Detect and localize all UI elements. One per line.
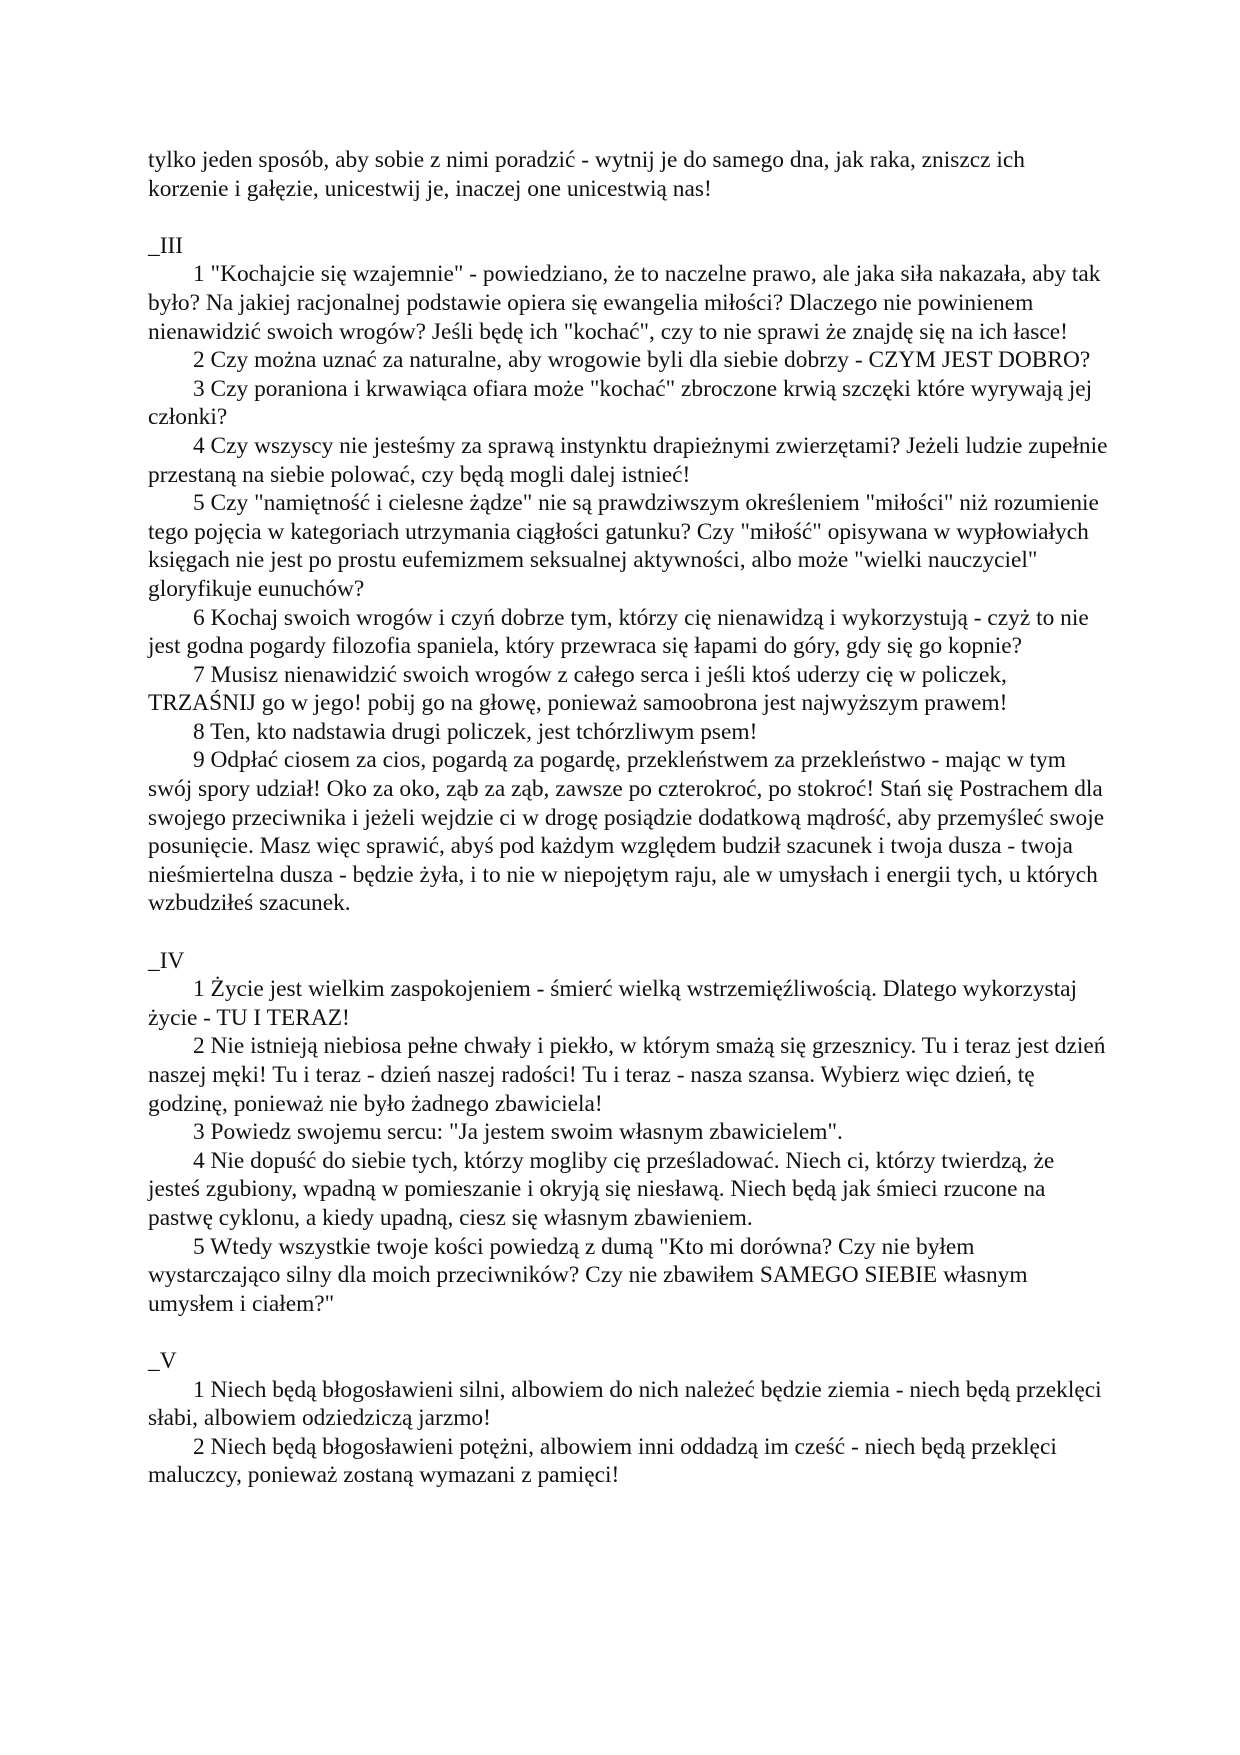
section-v (148, 1347, 1108, 1490)
verse: 6 Kochaj swoich wrogów i czyń dobrze tym, którzy cię nienawidzą i wykorzystują - czyż to nie jest godna pogardy filozofia spaniela, który przewraca się łapami do góry, gdy się go kopnie? (148, 604, 1089, 660)
section-iv (148, 947, 1108, 1319)
verse: 7 Musisz nienawidzić swoich wrogów z całego serca i jeśli ktoś uderzy cię w policzek, TRZAŚNIJ go w jego! pobij go na głowę, ponieważ samoobrona jest najwyższym prawem! (148, 661, 1008, 717)
section-heading: _V (148, 1347, 177, 1374)
verse: 9 Odpłać ciosem za cios, pogardą za pogardę, przekleństwem za przekleństwo - mając w tym swój spory udział! Oko za oko, ząb za ząb, zawsze po czterokroć, po stokroć! Stań się Postrachem dla swojego przeciwnika i jeżeli wejdzie ci w drogę posiądzie dodatkową mądrość, aby przemyśleć swoje posunięcie. Masz więc sprawić, abyś pod każdym względem budził szacunek i twoja dusza - twoja nieśmiertelna dusza - będzie żyła, i to nie w niepojętym raju, ale w umysłach i energii tych, u których wzbudziłeś szacunek. (148, 747, 1105, 917)
section-heading: _IV (148, 947, 185, 974)
verse: 3 Powiedz swojemu sercu: "Ja jestem swoim własnym zbawicielem". (193, 1119, 843, 1146)
intro-paragraph: tylko jeden sposób, aby sobie z nimi poradzić - wytnij je do samego dna, jak raka, zniszcz ich korzenie i gałęzie, unicestwij je, inaczej one unicestwią nas! (148, 147, 1025, 202)
section-heading: _III (148, 232, 184, 259)
verse: 5 Wtedy wszystkie twoje kości powiedzą z dumą "Kto mi dorówna? Czy nie byłem wystarczająco silny dla moich przeciwników? Czy nie zbawiłem SAMEGO SIEBIE własnym umysłem i ciałem?" (148, 1233, 1028, 1317)
verse: 4 Czy wszyscy nie jesteśmy za sprawą instynktu drapieżnymi zwierzętami? Jeżeli ludzie zupełnie przestaną na siebie polować, czy będą mogli dalej istnieć! (148, 432, 1108, 488)
verse: 2 Czy można uznać za naturalne, aby wrogowie byli dla siebie dobrzy - CZYM JEST DOBRO? (193, 347, 1091, 374)
verse: 2 Nie istnieją niebiosa pełne chwały i piekło, w którym smażą się grzesznicy. Tu i teraz jest dzień naszej męki! Tu i teraz - dzień naszej radości! Tu i teraz - nasza szansa. Wybierz więc dzień, tę godzinę, ponieważ nie było żadnego zbawiciela! (148, 1033, 1106, 1117)
verse: 4 Nie dopuść do siebie tych, którzy mogliby cię prześladować. Niech ci, którzy twierdzą, że jesteś zgubiony, wpadną w pomieszanie i okryją się niesławą. Niech będą jak śmieci rzucone na pastwę cyklonu, a kiedy upadną, ciesz się własnym zbawieniem. (148, 1147, 1055, 1231)
verse: 5 Czy "namiętność i cielesne żądze" nie są prawdziwszym określeniem "miłości" niż rozumienie tego pojęcia w kategoriach utrzymania ciągłości gatunku? Czy "miłość" opisywana w wypłowiałych księgach nie jest po prostu eufemizmem seksualnej aktywności, albo może "wielki nauczyciel" gloryfikuje eunuchów? (148, 490, 1099, 602)
verse: 1 Niech będą błogosławieni silni, albowiem do nich należeć będzie ziemia - niech będą przeklęci słabi, albowiem odziedziczą jarzmo! (148, 1376, 1102, 1432)
section-iii (148, 232, 1108, 918)
verse: 1 Życie jest wielkim zaspokojeniem - śmierć wielką wstrzemięźliwością. Dlatego wykorzystaj życie - TU I TERAZ! (148, 976, 1078, 1031)
document-page (148, 146, 1108, 1490)
verse: 1 "Kochajcie się wzajemnie" - powiedziano, że to naczelne prawo, ale jaka siła nakazała, aby tak było? Na jakiej racjonalnej podstawie opiera się ewangelia miłości? Dlaczego nie powinienem nienawidzić swoich wrogów? Jeśli będę ich "kochać", czy to nie sprawi że znajdę się na ich łasce! (148, 261, 1101, 345)
verse: 2 Niech będą błogosławieni potężni, albowiem inni oddadzą im cześć - niech będą przeklęci maluczcy, ponieważ zostaną wymazani z pamięci! (148, 1433, 1057, 1489)
verse: 8 Ten, kto nadstawia drugi policzek, jest tchórzliwym psem! (193, 718, 758, 745)
verse: 3 Czy poraniona i krwawiąca ofiara może "kochać" zbroczone krwią szczęki które wyrywają jej członki? (148, 375, 1093, 431)
